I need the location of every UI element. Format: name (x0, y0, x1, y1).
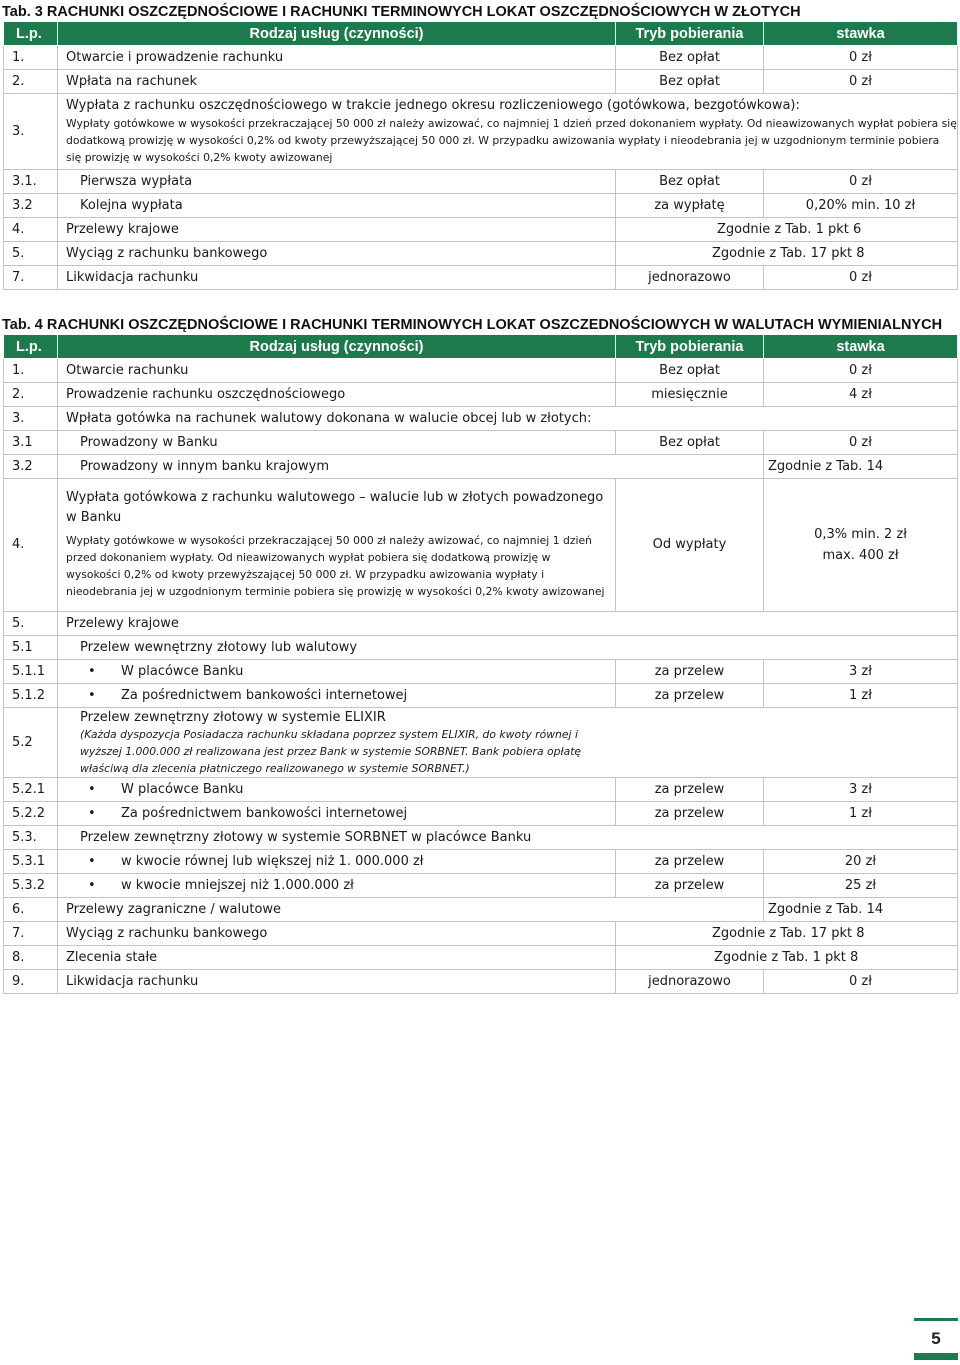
row-service: Likwidacja rachunku (58, 266, 616, 290)
row-service (58, 684, 616, 708)
table-row (4, 70, 958, 94)
table-row (4, 946, 958, 970)
table-row (4, 898, 958, 922)
row-lp: 5. (4, 242, 58, 266)
row-service: Otwarcie i prowadzenie rachunku (58, 46, 616, 70)
withdrawal-note: Wypłaty gotówkowe w wysokości przekraczającej 50 000 zł należy awizować, co najmniej 1 dzień przed dokonaniem wypłaty. Od nieawizowanych wypłat pobiera się dodatkową prowizję w wysokości 0,2% od kwoty przewyższającej 50 000 zł. W przypadku awizowania wypłaty i nieodebrania jej w uzgodnionym terminie pobiera się prowizję w wysokości 0,2% kwoty awizowanej (66, 116, 957, 164)
row-service-label: W placówce Banku (121, 781, 244, 797)
table4-title: Tab. 4 RACHUNKI OSZCZĘDNOŚCIOWE I RACHUNKI TERMINOWYCH LOKAT OSZCZEDNOŚCIOWYCH W WALUTACH WYMIENIALNYCH (2, 317, 943, 333)
row-lp: 5.2.2 (4, 802, 58, 826)
row-lp: 1. (4, 359, 58, 383)
row-service (58, 850, 616, 874)
row-service: Wpłata gotówka na rachunek walutowy dokonana w walucie obcej lub w złotych: (58, 407, 958, 431)
row-mode: za przelew (616, 778, 764, 802)
table-row (4, 826, 958, 850)
row-merged-ref: Zgodnie z Tab. 17 pkt 8 (616, 922, 958, 946)
table-row (4, 778, 958, 802)
table4 (3, 334, 958, 994)
row-merged-ref: Zgodnie z Tab. 17 pkt 8 (616, 242, 958, 266)
row-lp: 5.3.1 (4, 850, 58, 874)
row-service (58, 660, 616, 684)
row-mode: Bez opłat (616, 170, 764, 194)
elixir-note: (Każda dyspozycja Posiadacza rachunku składana poprzez system ELIXIR, do kwoty równej i wyższej 1.000.000 zł realizowana jest przez Bank w systemie SORBNET. Bank pobiera opłatę właściwą dla zlecenia płatniczego realizowanego w systemie SORBNET.) (80, 727, 582, 775)
row-service: Wyciąg z rachunku bankowego (58, 242, 616, 266)
row-rate: 0 zł (764, 431, 958, 455)
row-service: Prowadzenie rachunku oszczędnościowego (58, 383, 616, 407)
header-lp: L.p. (4, 335, 58, 359)
row-rate: 0,20% min. 10 zł (764, 194, 958, 218)
row-rate: 3 zł (764, 660, 958, 684)
table-row (4, 170, 958, 194)
header-mode: Tryb pobierania (616, 22, 764, 46)
row-mode: Bez opłat (616, 46, 764, 70)
row-service-label: W placówce Banku (121, 663, 244, 679)
bullet-icon: • (88, 663, 96, 679)
row-lp: 5.1.1 (4, 660, 58, 684)
row-lp: 2. (4, 383, 58, 407)
row-mode: jednorazowo (616, 266, 764, 290)
row-service: Otwarcie rachunku (58, 359, 616, 383)
table-row (4, 660, 958, 684)
row-lp: 5.1 (4, 636, 58, 660)
row-mode: Bez opłat (616, 359, 764, 383)
header-rate: stawka (764, 22, 958, 46)
bullet-icon: • (88, 877, 96, 893)
bullet-icon: • (88, 687, 96, 703)
row-service-label: w kwocie równej lub większej niż 1. 000.000 zł (121, 853, 424, 869)
row-service: Przelew wewnętrzny złotowy lub walutowy (58, 636, 958, 660)
row-lp: 1. (4, 46, 58, 70)
header-rate: stawka (764, 335, 958, 359)
row-service: Prowadzony w innym banku krajowym (58, 455, 764, 479)
table-row (4, 802, 958, 826)
row-service (58, 874, 616, 898)
row-lp: 3.1 (4, 431, 58, 455)
row-mode: za przelew (616, 684, 764, 708)
row-lp: 7. (4, 922, 58, 946)
row-lp: 9. (4, 970, 58, 994)
table-row (4, 874, 958, 898)
row-service: Kolejna wypłata (58, 194, 616, 218)
row-mode: jednorazowo (616, 970, 764, 994)
row-mode: miesięcznie (616, 383, 764, 407)
row-service: Wyciąg z rachunku bankowego (58, 922, 616, 946)
row-lp: 5.2 (4, 708, 58, 778)
table-row (4, 612, 958, 636)
table-row (4, 431, 958, 455)
table3-header-row (4, 22, 958, 46)
elixir-heading: Przelew zewnętrzny złotowy w systemie ELIXIR (80, 709, 386, 725)
table-row (4, 970, 958, 994)
table-row (4, 218, 958, 242)
row-lp: 3. (4, 94, 58, 170)
table-row (4, 194, 958, 218)
withdrawal-heading: Wypłata gotówkowa z rachunku walutowego – walucie lub w złotych powadzonego w Banku (66, 490, 604, 525)
row-rate: 0 zł (764, 46, 958, 70)
header-mode: Tryb pobierania (616, 335, 764, 359)
row-service-elixir (58, 708, 958, 778)
table-row (4, 242, 958, 266)
page-number: 5 (914, 1318, 958, 1360)
row-service-label: Za pośrednictwem bankowości internetowej (121, 687, 408, 703)
row-service: Przelewy zagraniczne / walutowe (58, 898, 764, 922)
row-lp: 4. (4, 479, 58, 612)
row-rate: 4 zł (764, 383, 958, 407)
table-row (4, 850, 958, 874)
row-service: Wpłata na rachunek (58, 70, 616, 94)
row-lp: 7. (4, 266, 58, 290)
row-rate: 0 zł (764, 70, 958, 94)
row-lp: 5.1.2 (4, 684, 58, 708)
withdrawal-note: Wypłaty gotówkowe w wysokości przekraczającej 50 000 zł należy awizować, co najmniej 1 dzień przed dokonaniem wypłaty. Od nieawizowanych wypłat pobiera się dodatkową prowizję w wysokości 0,2% od kwoty przewyższającej 50 000 zł. W przypadku awizowania wypłaty i nieodebrania jej w uzgodnionym terminie pobiera się prowizję w wysokości 0,2% kwoty awizowanej (66, 534, 605, 598)
row-lp: 8. (4, 946, 58, 970)
row-rate: 0 zł (764, 266, 958, 290)
row-rate: 0 zł (764, 359, 958, 383)
row-mode: za przelew (616, 850, 764, 874)
row-service: Prowadzony w Banku (58, 431, 616, 455)
header-service: Rodzaj usług (czynności) (58, 22, 616, 46)
row-lp: 5. (4, 612, 58, 636)
row-lp: 3. (4, 407, 58, 431)
row-service-label: Za pośrednictwem bankowości internetowej (121, 805, 408, 821)
table3-title: Tab. 3 RACHUNKI OSZCZĘDNOŚCIOWE I RACHUNKI TERMINOWYCH LOKAT OSZCZĘDNOŚCIOWYCH W ZŁOTYCH (2, 4, 801, 20)
row-lp: 5.2.1 (4, 778, 58, 802)
row-mode: za przelew (616, 660, 764, 684)
table-row (4, 46, 958, 70)
row-rate (764, 479, 958, 612)
bullet-icon: • (88, 853, 96, 869)
table-row (4, 684, 958, 708)
table-row (4, 266, 958, 290)
row-service (58, 778, 616, 802)
row-service-withdrawal (58, 94, 958, 170)
withdrawal-heading: Wypłata z rachunku oszczędnościowego w trakcie jednego okresu rozliczeniowego (gotówkowa, bezgotówkowa): (66, 97, 800, 113)
row-rate: 1 zł (764, 802, 958, 826)
row-mode: Bez opłat (616, 70, 764, 94)
rate-max: max. 400 zł (822, 548, 899, 563)
row-service: Pierwsza wypłata (58, 170, 616, 194)
row-mode: za przelew (616, 874, 764, 898)
table-row (4, 94, 958, 170)
table-row (4, 479, 958, 612)
row-mode: Od wypłaty (616, 479, 764, 612)
row-lp: 3.1. (4, 170, 58, 194)
row-service: Przelewy krajowe (58, 612, 958, 636)
header-lp: L.p. (4, 22, 58, 46)
row-rate: 0 zł (764, 170, 958, 194)
row-rate: 20 zł (764, 850, 958, 874)
table-row (4, 636, 958, 660)
header-service: Rodzaj usług (czynności) (58, 335, 616, 359)
bullet-icon: • (88, 781, 96, 797)
row-merged-ref: Zgodnie z Tab. 14 (764, 455, 958, 479)
row-lp: 5.3. (4, 826, 58, 850)
row-service: Likwidacja rachunku (58, 970, 616, 994)
row-merged-ref: Zgodnie z Tab. 1 pkt 8 (616, 946, 958, 970)
row-service: Zlecenia stałe (58, 946, 616, 970)
table3 (3, 21, 958, 290)
row-service: Przelewy krajowe (58, 218, 616, 242)
table-row (4, 383, 958, 407)
row-lp: 5.3.2 (4, 874, 58, 898)
table-row (4, 359, 958, 383)
row-lp: 3.2 (4, 194, 58, 218)
row-mode: za wypłatę (616, 194, 764, 218)
row-lp: 2. (4, 70, 58, 94)
row-lp: 3.2 (4, 455, 58, 479)
row-rate: 0 zł (764, 970, 958, 994)
bullet-icon: • (88, 805, 96, 821)
row-service-withdrawal (58, 479, 616, 612)
row-service: Przelew zewnętrzny złotowy w systemie SORBNET w placówce Banku (58, 826, 958, 850)
rate-min: 0,3% min. 2 zł (814, 527, 907, 542)
row-mode: za przelew (616, 802, 764, 826)
table-row (4, 922, 958, 946)
row-rate: 1 zł (764, 684, 958, 708)
row-lp: 4. (4, 218, 58, 242)
row-mode: Bez opłat (616, 431, 764, 455)
table-row (4, 455, 958, 479)
row-service-label: w kwocie mniejszej niż 1.000.000 zł (121, 877, 354, 893)
row-merged-ref: Zgodnie z Tab. 1 pkt 6 (616, 218, 958, 242)
row-lp: 6. (4, 898, 58, 922)
row-rate: 3 zł (764, 778, 958, 802)
row-merged-ref: Zgodnie z Tab. 14 (764, 898, 958, 922)
table-row (4, 708, 958, 778)
row-service (58, 802, 616, 826)
table-row (4, 407, 958, 431)
table4-header-row (4, 335, 958, 359)
row-rate: 25 zł (764, 874, 958, 898)
